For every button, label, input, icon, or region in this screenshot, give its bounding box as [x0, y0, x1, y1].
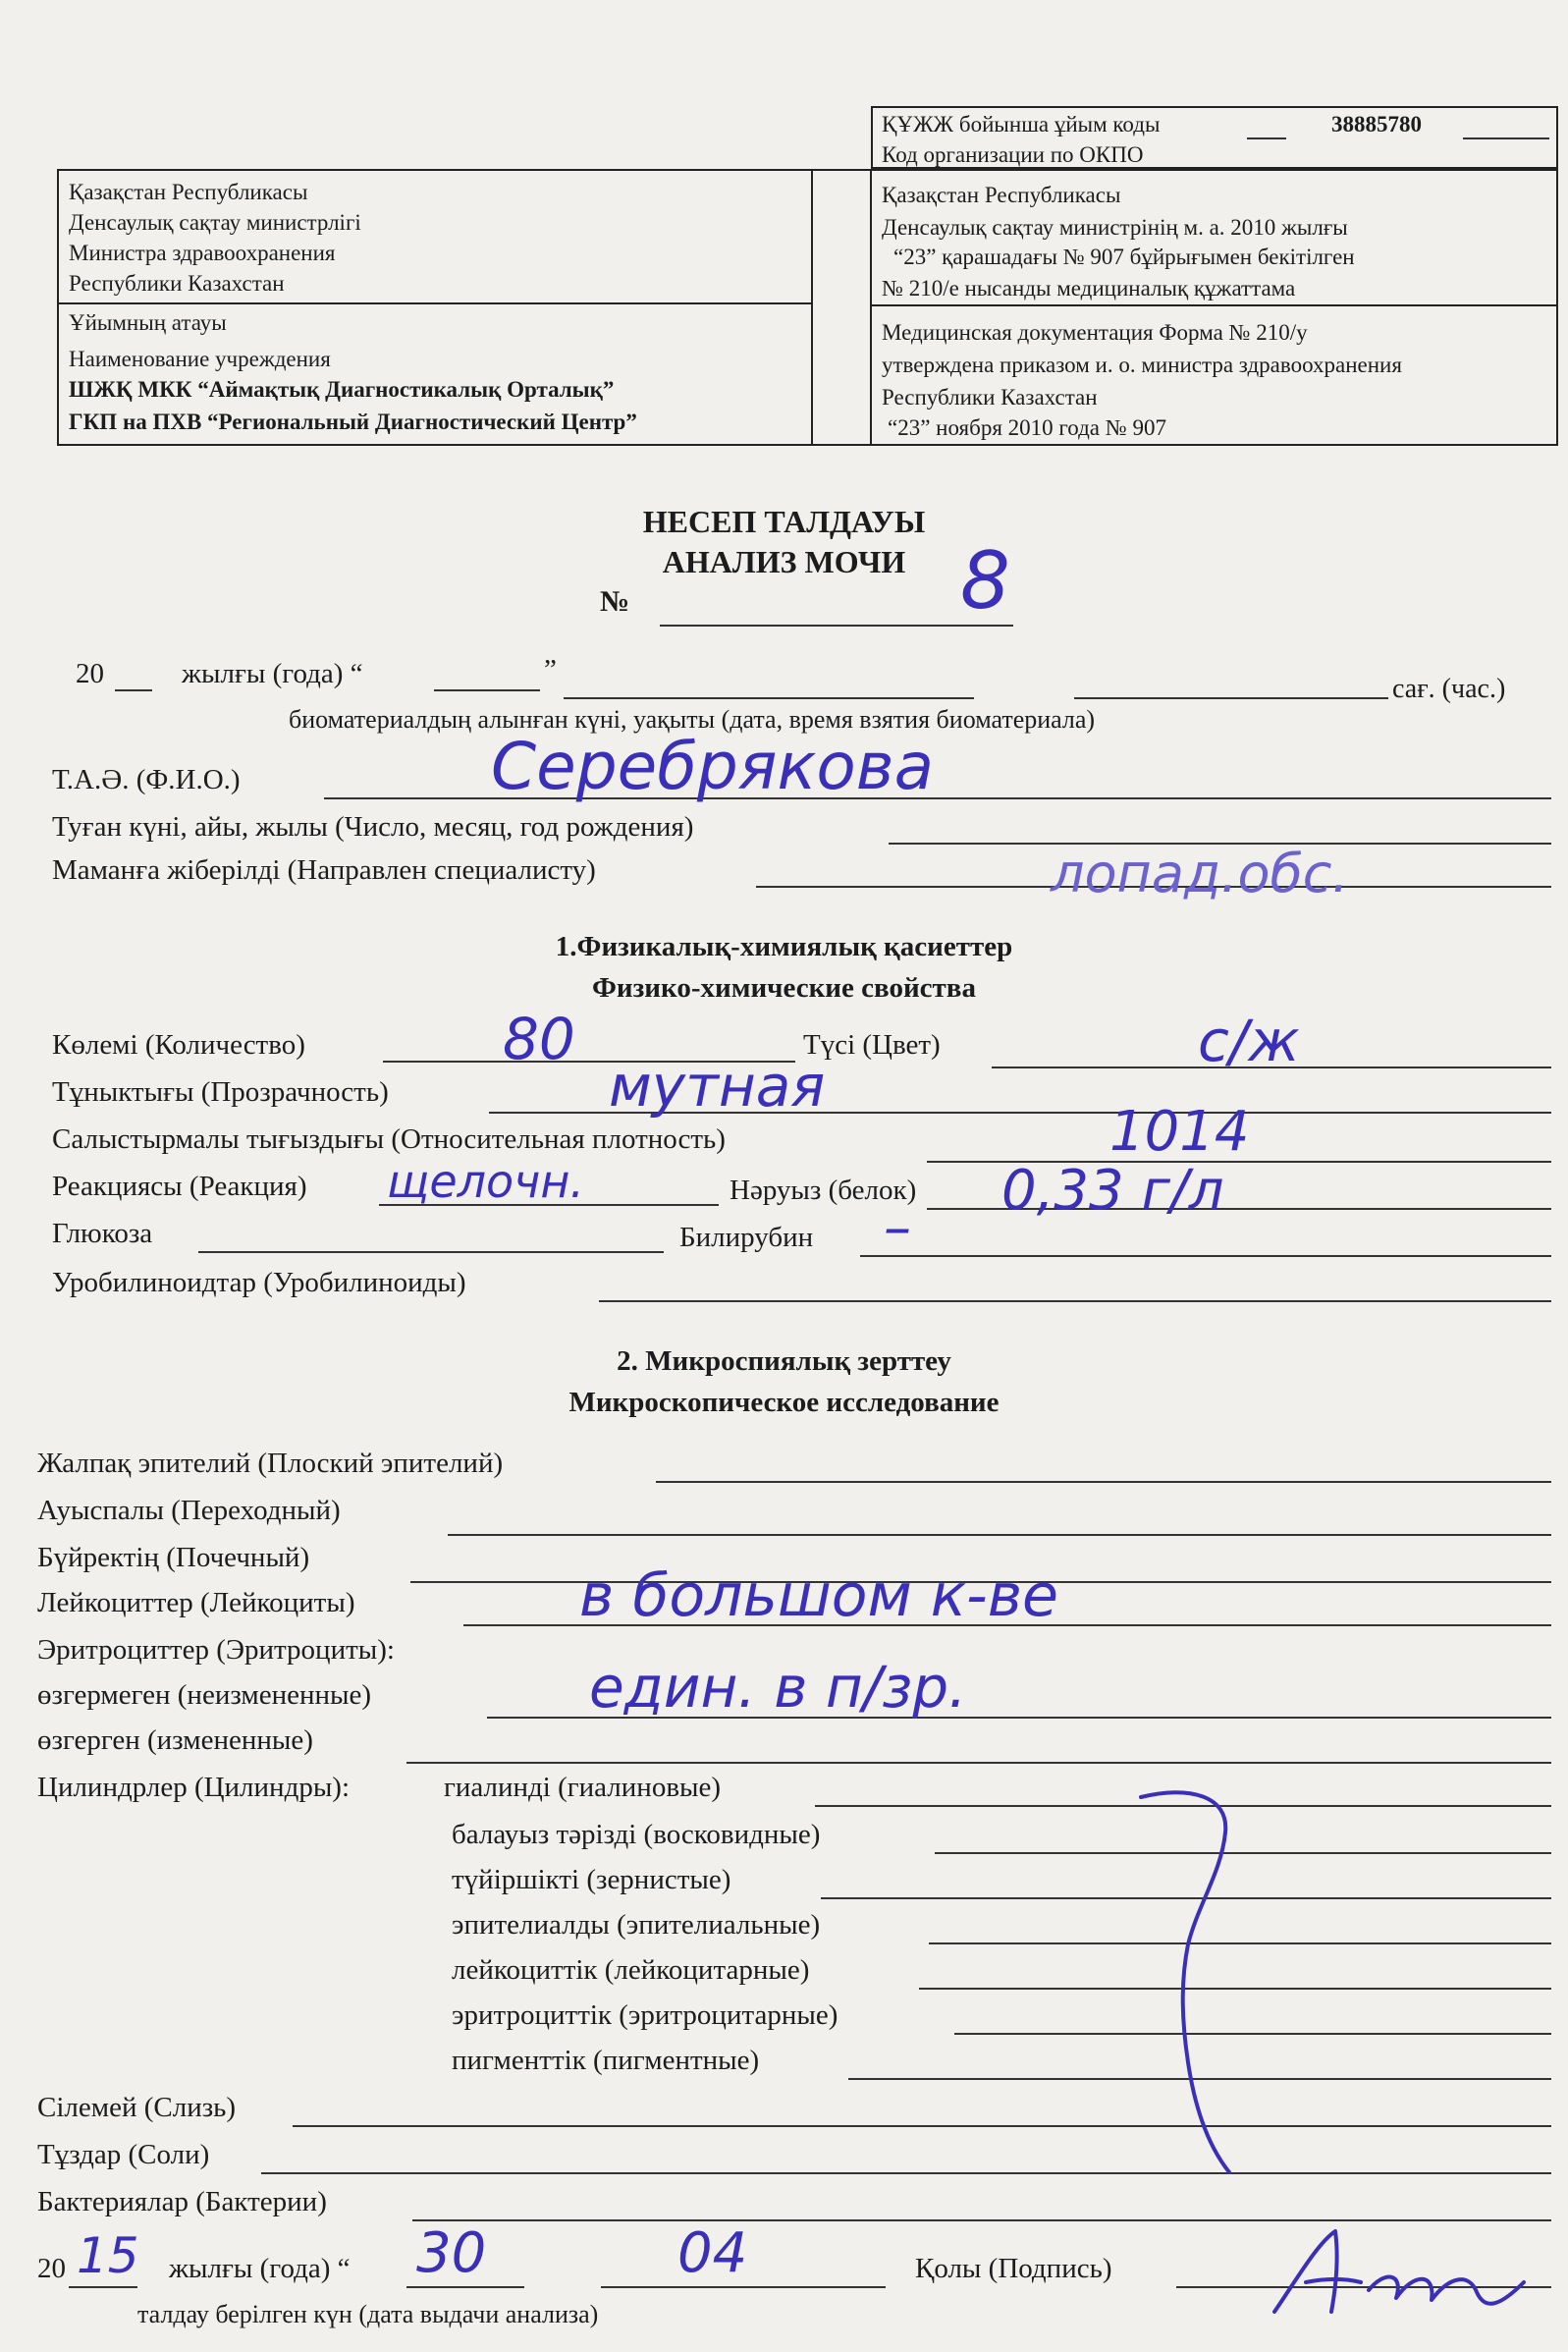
- handwritten-signature: [1267, 2221, 1532, 2320]
- erythrocytes-label: Эритроциттер (Эритроциты):: [37, 1634, 395, 1666]
- okpo-underline-1: [1247, 137, 1286, 139]
- footer-year-suffix: жылғы (года) “: [169, 2253, 351, 2284]
- volume-label: Көлемі (Количество): [52, 1029, 305, 1061]
- glucose-label: Глюкоза: [52, 1218, 153, 1249]
- left-ministry-4: Республики Казахстан: [69, 271, 285, 296]
- cyl-hyaline-label: гиалинді (гиалиновые): [444, 1772, 722, 1803]
- footer-month-value: 04: [677, 2221, 748, 2285]
- left-org-name-kz: ШЖҚ МКК “Аймақтық Диагностикалық Орталық”: [69, 377, 615, 402]
- protein-value: 0,33 г/л: [1001, 1159, 1224, 1223]
- cyl-pigment-label: пигменттік (пигментные): [452, 2045, 760, 2076]
- right-order-ru-1: Медицинская документация Форма № 210/у: [882, 320, 1308, 345]
- flat-epithelium-label: Жалпақ эпителий (Плоский эпителий): [37, 1448, 504, 1479]
- changed-line: [406, 1762, 1551, 1764]
- protein-label: Нәруыз (белок): [730, 1175, 917, 1206]
- unchanged-label: өзгермеген (неизмененные): [37, 1679, 372, 1711]
- right-order-kz-2: Денсаулық сақтау министрінің м. а. 2010 жылғы: [882, 215, 1348, 240]
- unchanged-value: един. в п/зр.: [589, 1654, 967, 1721]
- signature-label: Қолы (Подпись): [915, 2253, 1112, 2284]
- section2-title-ru: Микроскопическое исследование: [568, 1387, 1000, 1418]
- cyl-granular-label: түйіршікті (зернистые): [452, 1864, 731, 1895]
- footer-year-value: 15: [77, 2227, 139, 2284]
- density-label: Салыстырмалы тығыздығы (Относительная плотность): [52, 1123, 726, 1155]
- right-order-kz-1: Қазақстан Республикасы: [882, 183, 1121, 207]
- reaction-value: щелочн.: [387, 1155, 585, 1208]
- transitional-label: Ауыспалы (Переходный): [37, 1495, 341, 1526]
- left-ministry-3: Министра здравоохранения: [69, 241, 336, 265]
- okpo-kz: ҚҰЖЖ бойынша ұйым коды: [882, 112, 1161, 137]
- collection-quote-close: ”: [544, 654, 557, 685]
- okpo-ru: Код организации по ОКПО: [882, 142, 1144, 167]
- bilirubin-label: Билирубин: [679, 1222, 814, 1253]
- cyl-erythrocyte-label: эритроциттік (эритроцитарные): [452, 1999, 838, 2031]
- renal-label: Бүйректің (Почечный): [37, 1542, 310, 1573]
- clarity-value: мутная: [609, 1053, 826, 1120]
- collection-day-line: [434, 689, 540, 691]
- mucus-line: [293, 2125, 1551, 2127]
- glucose-line: [198, 1251, 664, 1253]
- right-order-kz-3: “23” қарашадағы № 907 бұйрығымен бекітілген: [893, 245, 1355, 269]
- header-left-divider: [811, 169, 813, 446]
- leukocytes-value: в большом к-ве: [579, 1561, 1058, 1630]
- left-org-name-ru: ГКП на ПХВ “Региональный Диагностический Центр”: [69, 410, 637, 434]
- handwritten-bracket-mark: [1119, 1778, 1267, 2190]
- section2-title-kz: 2. Микроспиялық зерттеу: [617, 1345, 951, 1377]
- collection-year-line: [115, 689, 152, 691]
- collection-year-prefix: 20: [76, 658, 104, 689]
- footer-day-value: 30: [416, 2221, 487, 2285]
- density-value: 1014: [1109, 1100, 1250, 1164]
- reaction-label: Реакциясы (Реакция): [52, 1171, 307, 1202]
- clarity-label: Тұныктығы (Прозрачность): [52, 1076, 389, 1108]
- cyl-leukocyte-label: лейкоциттік (лейкоцитарные): [452, 1954, 810, 1986]
- fio-value: Серебрякова: [491, 729, 935, 804]
- birth-label: Туған күні, айы, жылы (Число, месяц, год рождения): [52, 811, 694, 843]
- fio-label: Т.А.Ә. (Ф.И.О.): [52, 764, 241, 795]
- referred-value: лопад.обс.: [1051, 843, 1349, 904]
- okpo-underline-2: [1463, 137, 1549, 139]
- collection-hour-label: сағ. (час.): [1392, 674, 1506, 704]
- header-right-divider: [870, 169, 872, 446]
- footer-year-prefix: 20: [37, 2253, 66, 2284]
- right-order-ru-3: Республики Казахстан: [882, 385, 1098, 410]
- section1-title-ru: Физико-химические свойства: [592, 972, 976, 1004]
- cyl-waxy-label: балауыз тәрізді (восковидные): [452, 1819, 821, 1850]
- left-org-ru: Наименование учреждения: [69, 347, 331, 371]
- right-order-ru-2: утверждена приказом и. о. министра здравоохранения: [882, 353, 1402, 377]
- cyl-epithelial-label: эпителиалды (эпителиальные): [452, 1909, 821, 1941]
- urobilinoids-line: [599, 1300, 1551, 1302]
- collection-year-suffix: жылғы (года) “: [182, 658, 363, 689]
- header-right-row-divider: [870, 304, 1558, 306]
- collection-date-line: [564, 697, 974, 699]
- changed-label: өзгерген (измененные): [37, 1724, 313, 1756]
- left-ministry-1: Қазақстан Республикасы: [69, 180, 308, 204]
- flat-epithelium-line: [656, 1481, 1551, 1483]
- okpo-value: 38885780: [1331, 112, 1422, 137]
- header-left-row-divider: [57, 302, 813, 304]
- transitional-line: [448, 1534, 1551, 1536]
- right-order-kz-4: № 210/е нысанды медициналық құжаттама: [882, 276, 1296, 301]
- left-org-kz: Ұйымның атауы: [69, 310, 227, 335]
- volume-value: 80: [503, 1006, 575, 1072]
- collection-caption: биоматериалдың алынған күні, уақыты (дата, время взятия биоматериала): [289, 705, 1096, 734]
- salts-line: [261, 2172, 1551, 2174]
- collection-time-line: [1074, 697, 1388, 699]
- left-ministry-2: Денсаулық сақтау министрлігі: [69, 210, 361, 235]
- footer-caption: талдау берілген күн (дата выдачи анализа): [137, 2300, 599, 2328]
- urobilinoids-label: Уробилиноидтар (Уробилиноиды): [52, 1267, 466, 1298]
- title-kz: НЕСЕП ТАЛДАУЫ: [642, 504, 926, 539]
- footer-year-line: [69, 2286, 137, 2288]
- color-value: с/ж: [1198, 1008, 1300, 1074]
- salts-label: Тұздар (Соли): [37, 2139, 210, 2170]
- mucus-label: Сілемей (Слизь): [37, 2092, 237, 2123]
- cylinders-label: Цилиндрлер (Цилиндры):: [37, 1772, 351, 1803]
- leukocytes-label: Лейкоциттер (Лейкоциты): [37, 1587, 355, 1618]
- bacteria-label: Бактериялар (Бактерии): [37, 2186, 327, 2217]
- referred-label: Маманға жіберілді (Направлен специалисту): [52, 854, 596, 886]
- color-label: Түсі (Цвет): [803, 1029, 941, 1061]
- number-value: 8: [960, 535, 1010, 627]
- section1-title-kz: 1.Физикалық-химиялық қасиеттер: [555, 931, 1013, 962]
- footer-day-line: [406, 2286, 524, 2288]
- footer-month-line: [601, 2286, 886, 2288]
- title-ru: АНАЛИЗ МОЧИ: [662, 544, 906, 579]
- right-order-ru-4: “23” ноября 2010 года № 907: [888, 415, 1166, 440]
- bilirubin-value: –: [884, 1196, 911, 1260]
- number-label: №: [600, 585, 630, 618]
- bilirubin-line: [860, 1255, 1551, 1257]
